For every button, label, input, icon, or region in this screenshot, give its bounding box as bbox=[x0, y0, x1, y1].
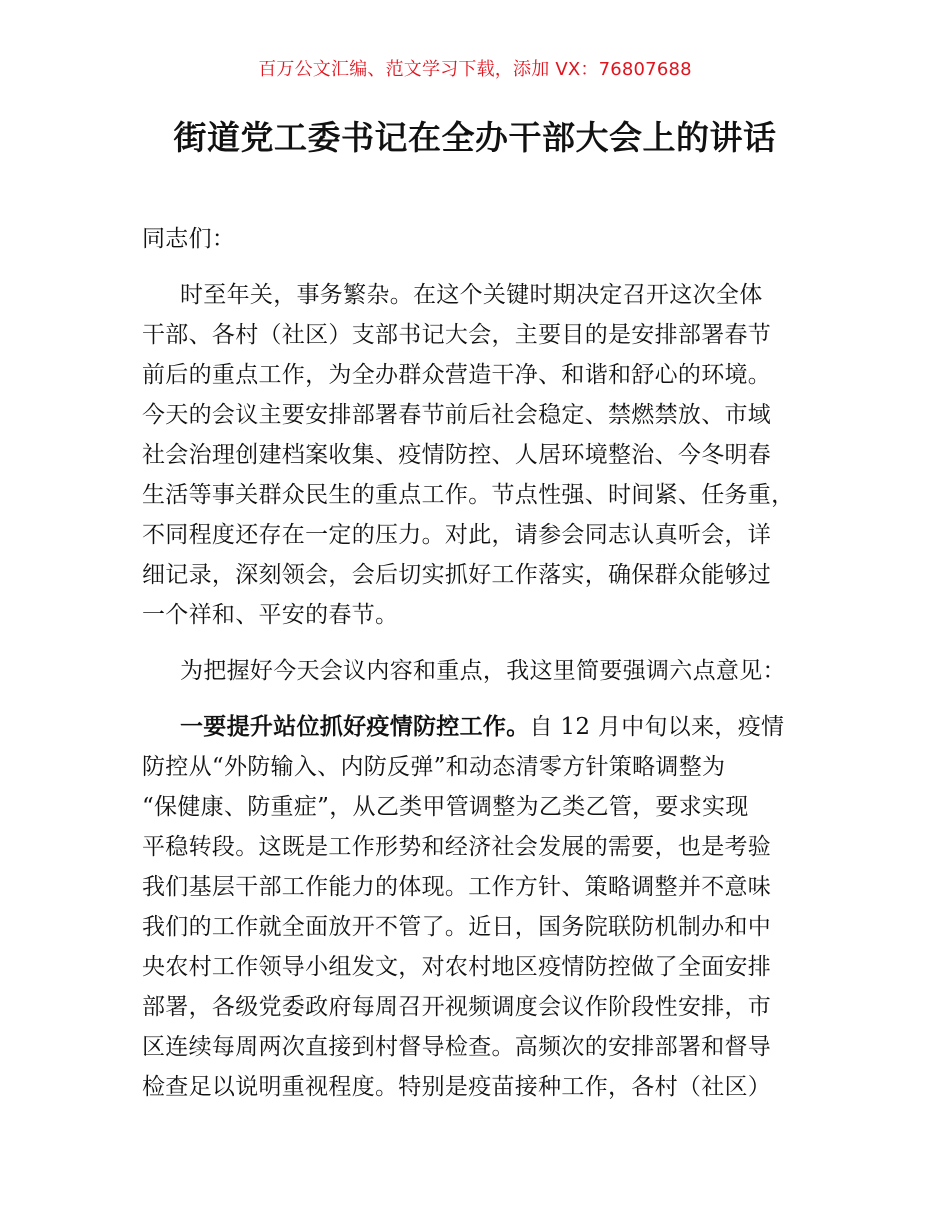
paragraph-line: 为把握好今天会议内容和重点，我这里简要强调六点意见： bbox=[180, 658, 786, 684]
paragraph-line: 社会治理创建档案收集、疫情防控、人居环境整治、今冬明春 bbox=[142, 442, 772, 468]
spacer bbox=[142, 691, 822, 707]
paragraph-line: “保健康、防重症”，从乙类甲管调整为乙类乙管，要求实现 bbox=[142, 794, 749, 820]
paragraph-line: 今天的会议主要安排部署春节前后社会稳定、禁燃禁放、市域 bbox=[142, 402, 772, 428]
download-notice: 百万公文汇编、范文学习下载，添加 VX：76807688 bbox=[258, 59, 692, 80]
paragraph-line: 我们的工作就全面放开不管了。近日，国务院联防机制办和中 bbox=[142, 914, 772, 940]
paragraph-line: 检查足以说明重视程度。特别是疫苗接种工作，各村（社区） bbox=[142, 1074, 772, 1100]
paragraph-point-one bbox=[142, 707, 822, 1107]
paragraph-line: 央农村工作领导小组发文，对农村地区疫情防控做了全面安排 bbox=[142, 954, 772, 980]
paragraph-line: 平稳转段。这既是工作形势和经济社会发展的需要，也是考验 bbox=[142, 834, 772, 860]
spacer bbox=[142, 259, 822, 275]
paragraph-intro bbox=[142, 275, 822, 635]
paragraph-line: 生活等事关群众民生的重点工作。节点性强、时间紧、任务重， bbox=[142, 482, 795, 508]
paragraph-line: 部署，各级党委政府每周召开视频调度会议作阶段性安排，市 bbox=[142, 994, 772, 1020]
paragraph-line: 干部、各村（社区）支部书记大会，主要目的是安排部署春节 bbox=[142, 322, 772, 348]
paragraph-text: 自 12 月中旬以来，疫情 bbox=[529, 714, 785, 740]
paragraph-first-line bbox=[142, 707, 822, 747]
document-body bbox=[142, 219, 822, 1107]
document-title: 街道党工委书记在全办干部大会上的讲话 bbox=[173, 118, 777, 157]
paragraph-line: 细记录，深刻领会，会后切实抓好工作落实，确保群众能够过 bbox=[142, 562, 772, 588]
paragraph-line: 不同程度还存在一定的压力。对此，请参会同志认真听会，详 bbox=[142, 522, 772, 548]
paragraph-line: 防控从“外防输入、内防反弹”和动态清零方针策略调整为 bbox=[142, 754, 726, 780]
paragraph-outline bbox=[142, 651, 822, 691]
salutation: 同志们： bbox=[142, 226, 236, 252]
spacer bbox=[142, 635, 822, 651]
paragraph-line: 一个祥和、平安的春节。 bbox=[142, 602, 399, 628]
section-heading: 一要提升站位抓好疫情防控工作。 bbox=[180, 714, 530, 740]
paragraph-line: 时至年关，事务繁杂。在这个关键时期决定召开这次全体 bbox=[180, 282, 763, 308]
paragraph-line: 我们基层干部工作能力的体现。工作方针、策略调整并不意味 bbox=[142, 874, 772, 900]
paragraph-line: 前后的重点工作，为全办群众营造干净、和谐和舒心的环境。 bbox=[142, 362, 772, 388]
paragraph-line: 区连续每周两次直接到村督导检查。高频次的安排部署和督导 bbox=[142, 1034, 772, 1060]
